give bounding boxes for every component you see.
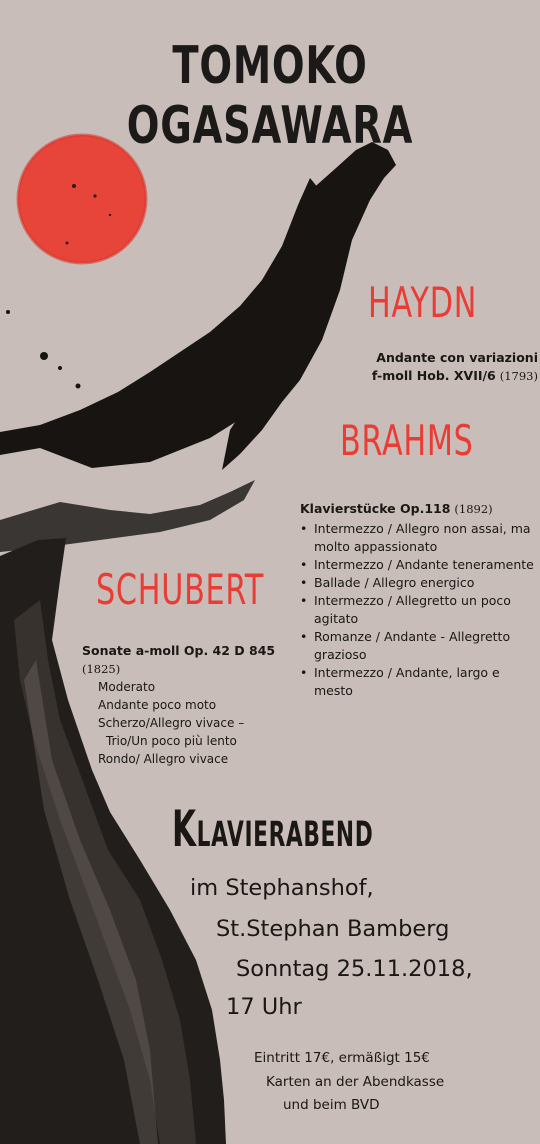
list-item: Moderato <box>98 680 156 694</box>
composer-brahms: BRAHMS <box>340 416 474 465</box>
list-item: Andante poco moto <box>98 698 217 712</box>
bullet: • <box>300 521 308 536</box>
event-time: 17 Uhr <box>226 994 302 1020</box>
brahms-work-title: Klavierstücke Op.118 <box>300 501 451 516</box>
haydn-work <box>338 349 538 385</box>
list-item: • Intermezzo / Allegro non assai, ma molto appassionato <box>300 521 531 554</box>
list-item: • Ballade / Allegro energico <box>300 575 475 590</box>
list-item: • Intermezzo / Andante, largo e mesto <box>300 665 500 698</box>
schubert-work-title: Sonate a-moll Op. 42 D 845 <box>82 643 276 658</box>
haydn-year: (1793) <box>499 369 538 383</box>
schubert-program <box>82 642 297 768</box>
schubert-year: (1825) <box>82 662 121 676</box>
schubert-movement-list <box>82 678 297 768</box>
ticket-price: Eintritt 17€, ermäßigt 15€ <box>254 1050 430 1066</box>
event-heading: Klavierabend <box>172 800 374 858</box>
performer-name: TOMOKO OGASAWARA <box>126 36 414 156</box>
list-item: Scherzo/Allegro vivace – <box>98 716 245 730</box>
list-item: Rondo/ Allegro vivace <box>98 752 229 766</box>
composer-schubert: SCHUBERT <box>96 565 265 614</box>
ticket-info: Karten an der Abendkasse <box>266 1074 445 1090</box>
venue-line: im Stephanshof, <box>190 875 374 901</box>
event-date: Sonntag 25.11.2018, <box>236 956 473 982</box>
haydn-work-title: Andante con variazioni <box>376 350 538 365</box>
list-item: • Intermezzo / Andante teneramente <box>300 557 534 572</box>
haydn-work-key: f-moll Hob. XVII/6 <box>371 368 496 383</box>
venue-line: St.Stephan Bamberg <box>216 916 450 942</box>
brahms-program <box>300 500 536 700</box>
bullet: • <box>300 629 308 644</box>
brahms-work <box>300 500 536 518</box>
composer-haydn: HAYDN <box>368 278 478 327</box>
bullet: • <box>300 665 308 680</box>
bullet: • <box>300 593 308 608</box>
schubert-work <box>82 642 297 678</box>
list-item: Trio/Un poco più lento <box>106 734 237 748</box>
list-item: • Intermezzo / Allegretto un poco agitato <box>300 593 511 626</box>
bullet: • <box>300 557 308 572</box>
list-item: • Romanze / Andante - Allegretto grazioso <box>300 629 511 662</box>
brahms-year: (1892) <box>454 502 493 516</box>
bullet: • <box>300 575 308 590</box>
ticket-info: und beim BVD <box>283 1097 380 1113</box>
brahms-piece-list <box>300 520 536 700</box>
